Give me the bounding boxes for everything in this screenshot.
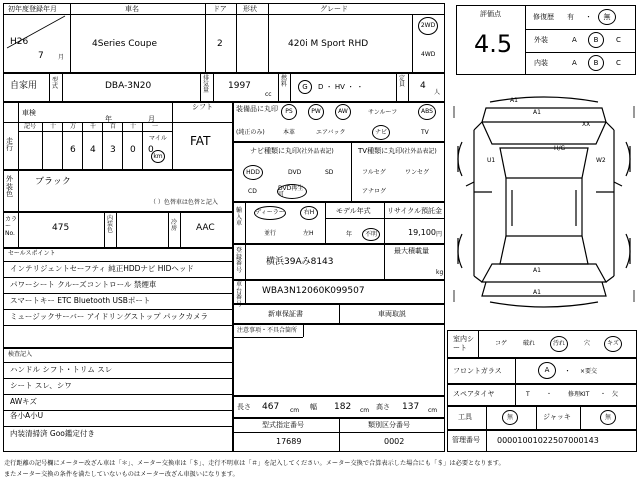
spare-tire-label: スペアタイヤ: [453, 390, 495, 398]
model-label: 型式: [52, 77, 59, 90]
digit-3: 3: [110, 145, 116, 155]
front-glass-label: フロントガラス: [453, 367, 502, 375]
spare-dot1: ・: [546, 391, 553, 398]
nav-label: ナビ種類に丸印(社外品表記): [250, 147, 334, 155]
width-label: 幅: [310, 403, 317, 411]
model-year-label: モデル年式: [336, 207, 371, 215]
ext-b-circle: B: [588, 32, 604, 48]
tv-fullseg: フルセグ: [362, 169, 386, 176]
int-b-circle: B: [588, 55, 604, 71]
spare-missing: 欠: [612, 391, 619, 398]
car-name: 4Series Coupe: [92, 39, 158, 49]
tv-oneseg: ワンセグ: [405, 169, 430, 176]
jack-none-circle: 無: [600, 410, 616, 425]
year-label: 年: [105, 115, 112, 123]
month-label: 月: [148, 115, 155, 123]
seat-yabure: 破れ: [523, 340, 536, 347]
height-label: 高さ: [376, 403, 390, 411]
equip-tv: TV: [421, 129, 429, 136]
sales-line-1: インテリジェントセーフティ 純正HDDナビ HIDヘッド: [10, 264, 194, 273]
registration-value: 横浜39Aみ8143: [266, 257, 334, 267]
row2: [3, 73, 445, 102]
spec-value: 17689: [276, 437, 302, 446]
cold-label: 冷房: [171, 219, 178, 232]
spare-t: T: [526, 391, 530, 398]
first-reg-year: H26: [10, 37, 29, 47]
fourwd-label: 4WD: [421, 51, 436, 58]
fuel-label: 燃料: [281, 75, 288, 88]
nav-hdd: HDD: [243, 165, 263, 180]
ext-a: A: [572, 36, 577, 44]
registration-label: 登録番号: [236, 247, 243, 274]
tools-none-circle: 無: [502, 410, 518, 425]
notes-label: 注意事項・不具合箇所: [237, 327, 298, 334]
inspection-line-3: AWキズ: [10, 397, 37, 406]
max-load-label: 最大積載量: [394, 247, 429, 255]
jack-label: ジャッキ: [543, 413, 571, 421]
equip-airbag: エアバック: [316, 129, 346, 136]
import-right-hand: 右H: [300, 206, 318, 220]
import-dealer: ディーラー: [254, 206, 286, 220]
interior-label: 内装: [534, 59, 548, 67]
diag-label-hg: H/G: [554, 145, 566, 152]
digit-4: 0: [130, 145, 136, 155]
int-a: A: [572, 59, 577, 67]
import-left-hand: 左H: [303, 230, 314, 237]
sales-line-4: ミュージックサーバー アイドリングストップ パックカメラ: [10, 312, 208, 321]
length-label: 長さ: [237, 403, 251, 411]
spec-label: 型式指定番号: [262, 421, 304, 429]
first-reg-month: 7: [38, 51, 44, 61]
digit-2: 4: [90, 145, 96, 155]
cold-value: AAC: [196, 223, 215, 233]
fuel-d: D ・ HV ・ ・: [318, 83, 364, 91]
score-label: 評価点: [480, 10, 501, 18]
diag-label-u1: U1: [487, 157, 496, 164]
nav-sd: SD: [325, 169, 334, 176]
front-glass-a-circle: A: [538, 362, 556, 379]
color-value: ブラック: [35, 177, 71, 187]
capacity-unit: 人: [434, 89, 441, 96]
km-circle: km: [151, 150, 165, 163]
mile-label: マイル: [149, 135, 167, 142]
equip-leather: 本革: [283, 129, 296, 136]
shift-label: シフト: [192, 103, 213, 111]
equip-pw: PW: [308, 104, 324, 120]
inspection-notes-label: 検査記入: [8, 351, 33, 358]
capacity: 4: [420, 81, 426, 91]
doors: 2: [217, 39, 223, 49]
repair-label: 修復歴: [533, 13, 554, 21]
grade-label: グレード: [320, 5, 348, 13]
front-glass-replace: ×要交: [580, 368, 598, 375]
ext-c: C: [616, 36, 621, 44]
import-parallel: 並行: [264, 230, 277, 237]
model: DBA-3N20: [105, 81, 152, 91]
new-car-warranty: 新車保証書: [268, 310, 303, 318]
equip-sunroof: サンルーフ: [368, 109, 398, 116]
unit-ichi: 一: [152, 123, 159, 130]
unit-man: 万: [70, 123, 77, 130]
seat-koge: コゲ: [495, 340, 508, 347]
width-value: 182: [334, 402, 352, 412]
digit-5: 0: [148, 145, 154, 155]
tv-analog: アナログ: [362, 188, 387, 195]
car-name-label: 車名: [125, 5, 139, 13]
mgmt-value: 00001001022507000143: [497, 436, 599, 445]
exterior-label: 外装: [534, 36, 548, 44]
inspection-line-2: シート スレ、シワ: [10, 381, 72, 390]
diag-label-a1-front: A1: [510, 97, 518, 104]
diag-label-a1-bumper: A1: [533, 289, 541, 296]
nav-dvd-play: DVD再生可: [277, 184, 307, 199]
height-value: 137: [402, 402, 420, 412]
unit-symbol: 記号: [24, 123, 37, 130]
doors-label: ドア: [213, 5, 227, 13]
length-unit: cm: [290, 407, 300, 414]
model-year-unknown: 不明: [362, 228, 380, 241]
diag-label-xx: XX: [582, 121, 591, 128]
model-year-unit: 年: [346, 231, 353, 238]
sales-line-2: パワーシート クルーズコントロール 禁煙車: [10, 280, 157, 289]
max-load-unit: kg: [436, 269, 444, 276]
inspection-line-1: ハンドル シフト・トリム スレ: [10, 365, 113, 374]
unit-ten: 十: [50, 123, 57, 130]
inspection-line-5: 内装清掃済 Goo鑑定付き: [10, 429, 95, 438]
car-manual: 車両取説: [378, 310, 406, 318]
class-value: 0002: [384, 437, 405, 446]
seat-kizu-circle: キズ: [604, 336, 622, 352]
unit-sen: 千: [90, 123, 97, 130]
length-value: 467: [262, 402, 280, 412]
notes-block: [233, 324, 445, 396]
height-unit: cm: [428, 407, 438, 414]
equipment-label: 装備品に丸印: [236, 105, 278, 113]
fuel-g-circle: G: [298, 80, 312, 94]
int-c: C: [616, 59, 621, 67]
vin-label: 車台番号: [236, 281, 243, 308]
width-unit: cm: [360, 407, 370, 414]
nav-cd: CD: [248, 188, 257, 195]
car-damage-diagram: [452, 86, 637, 326]
first-reg-label: 初年度登録年月: [8, 5, 57, 13]
cc-unit: cc: [265, 91, 272, 98]
equip-ps: PS: [281, 104, 297, 120]
color-label: 外装色: [6, 175, 13, 199]
diag-label-a1-rear: A1: [533, 267, 541, 274]
displacement-label: 排気量: [203, 75, 210, 94]
import-label: 輸入車: [236, 207, 243, 228]
color-no-value: 475: [52, 223, 70, 233]
recycle-value: 19,100: [408, 228, 436, 237]
color-note: （ ）色替車は色替と記入: [150, 199, 218, 206]
repair-yes: 有: [567, 13, 574, 21]
grade: 420i M Sport RHD: [288, 39, 369, 49]
color-no-label: カラーNo.: [5, 216, 18, 238]
footer-line-2: またメーター交換の条件を満たしていないものはメーター改ざん車扱いになります。: [4, 471, 239, 478]
spare-kit: 修理KIT: [568, 391, 590, 398]
digit-1: 6: [70, 145, 76, 155]
diag-label-a1-hood: A1: [533, 109, 541, 116]
sales-points-label: セールスポイント: [8, 250, 56, 257]
vin-value: WBA3N12060K099507: [262, 286, 365, 296]
usage: 自家用: [10, 81, 38, 91]
front-glass-dot: ・: [564, 367, 571, 375]
mgmt-label: 管理番号: [452, 436, 480, 444]
seat-yogore-circle: 汚れ: [550, 336, 568, 352]
inspection-line-4: 各小A小U: [10, 411, 44, 420]
equipment-sublabel: (純正のみ): [236, 129, 265, 136]
equip-abs: ABS: [418, 104, 436, 120]
twowd-circle: 2WD: [418, 17, 438, 35]
body-type-label: 形状: [243, 5, 257, 13]
seat-label: 室内シート: [453, 335, 474, 353]
tv-label: TV種類に丸印(社外品表記): [358, 147, 437, 155]
class-label: 類別区分番号: [368, 421, 410, 429]
equip-aw: AW: [335, 104, 351, 120]
shift-value: FAT: [190, 134, 211, 148]
unit-juu: 十: [130, 123, 137, 130]
sales-line-3: スマートキー ETC Bluetooth USBポート: [10, 296, 151, 305]
travel-label: 走行: [6, 137, 13, 152]
interior-color-label: 内装色: [107, 215, 114, 234]
nav-dvd: DVD: [288, 169, 302, 176]
repair-no-circle: 無: [598, 9, 616, 25]
unit-hyaku: 百: [110, 123, 117, 130]
recycle-label: リサイクル預託金: [387, 207, 443, 215]
capacity-label: 定員: [399, 75, 406, 88]
month-unit: 月: [58, 54, 65, 61]
equip-navi: ナビ: [372, 125, 390, 140]
spare-dot2: ・: [600, 391, 607, 398]
displacement: 1997: [228, 81, 251, 91]
repair-dot: ・: [585, 13, 592, 21]
tools-label: 工具: [458, 413, 472, 421]
recycle-yen: 円: [436, 231, 443, 238]
diag-label-w2: W2: [596, 157, 606, 164]
seat-ana: 穴: [584, 340, 591, 347]
score-value: 4.5: [474, 30, 513, 58]
inspection-label: 車検: [22, 109, 36, 117]
footer-line-1: 走行距離の記号欄にメーター改ざん車は「＊」、メーター交換車は「＄」、走行不明車は「＃」を記入してください。メーター交換で合算表示した場合にも「＄」は必要となります。: [4, 460, 505, 467]
